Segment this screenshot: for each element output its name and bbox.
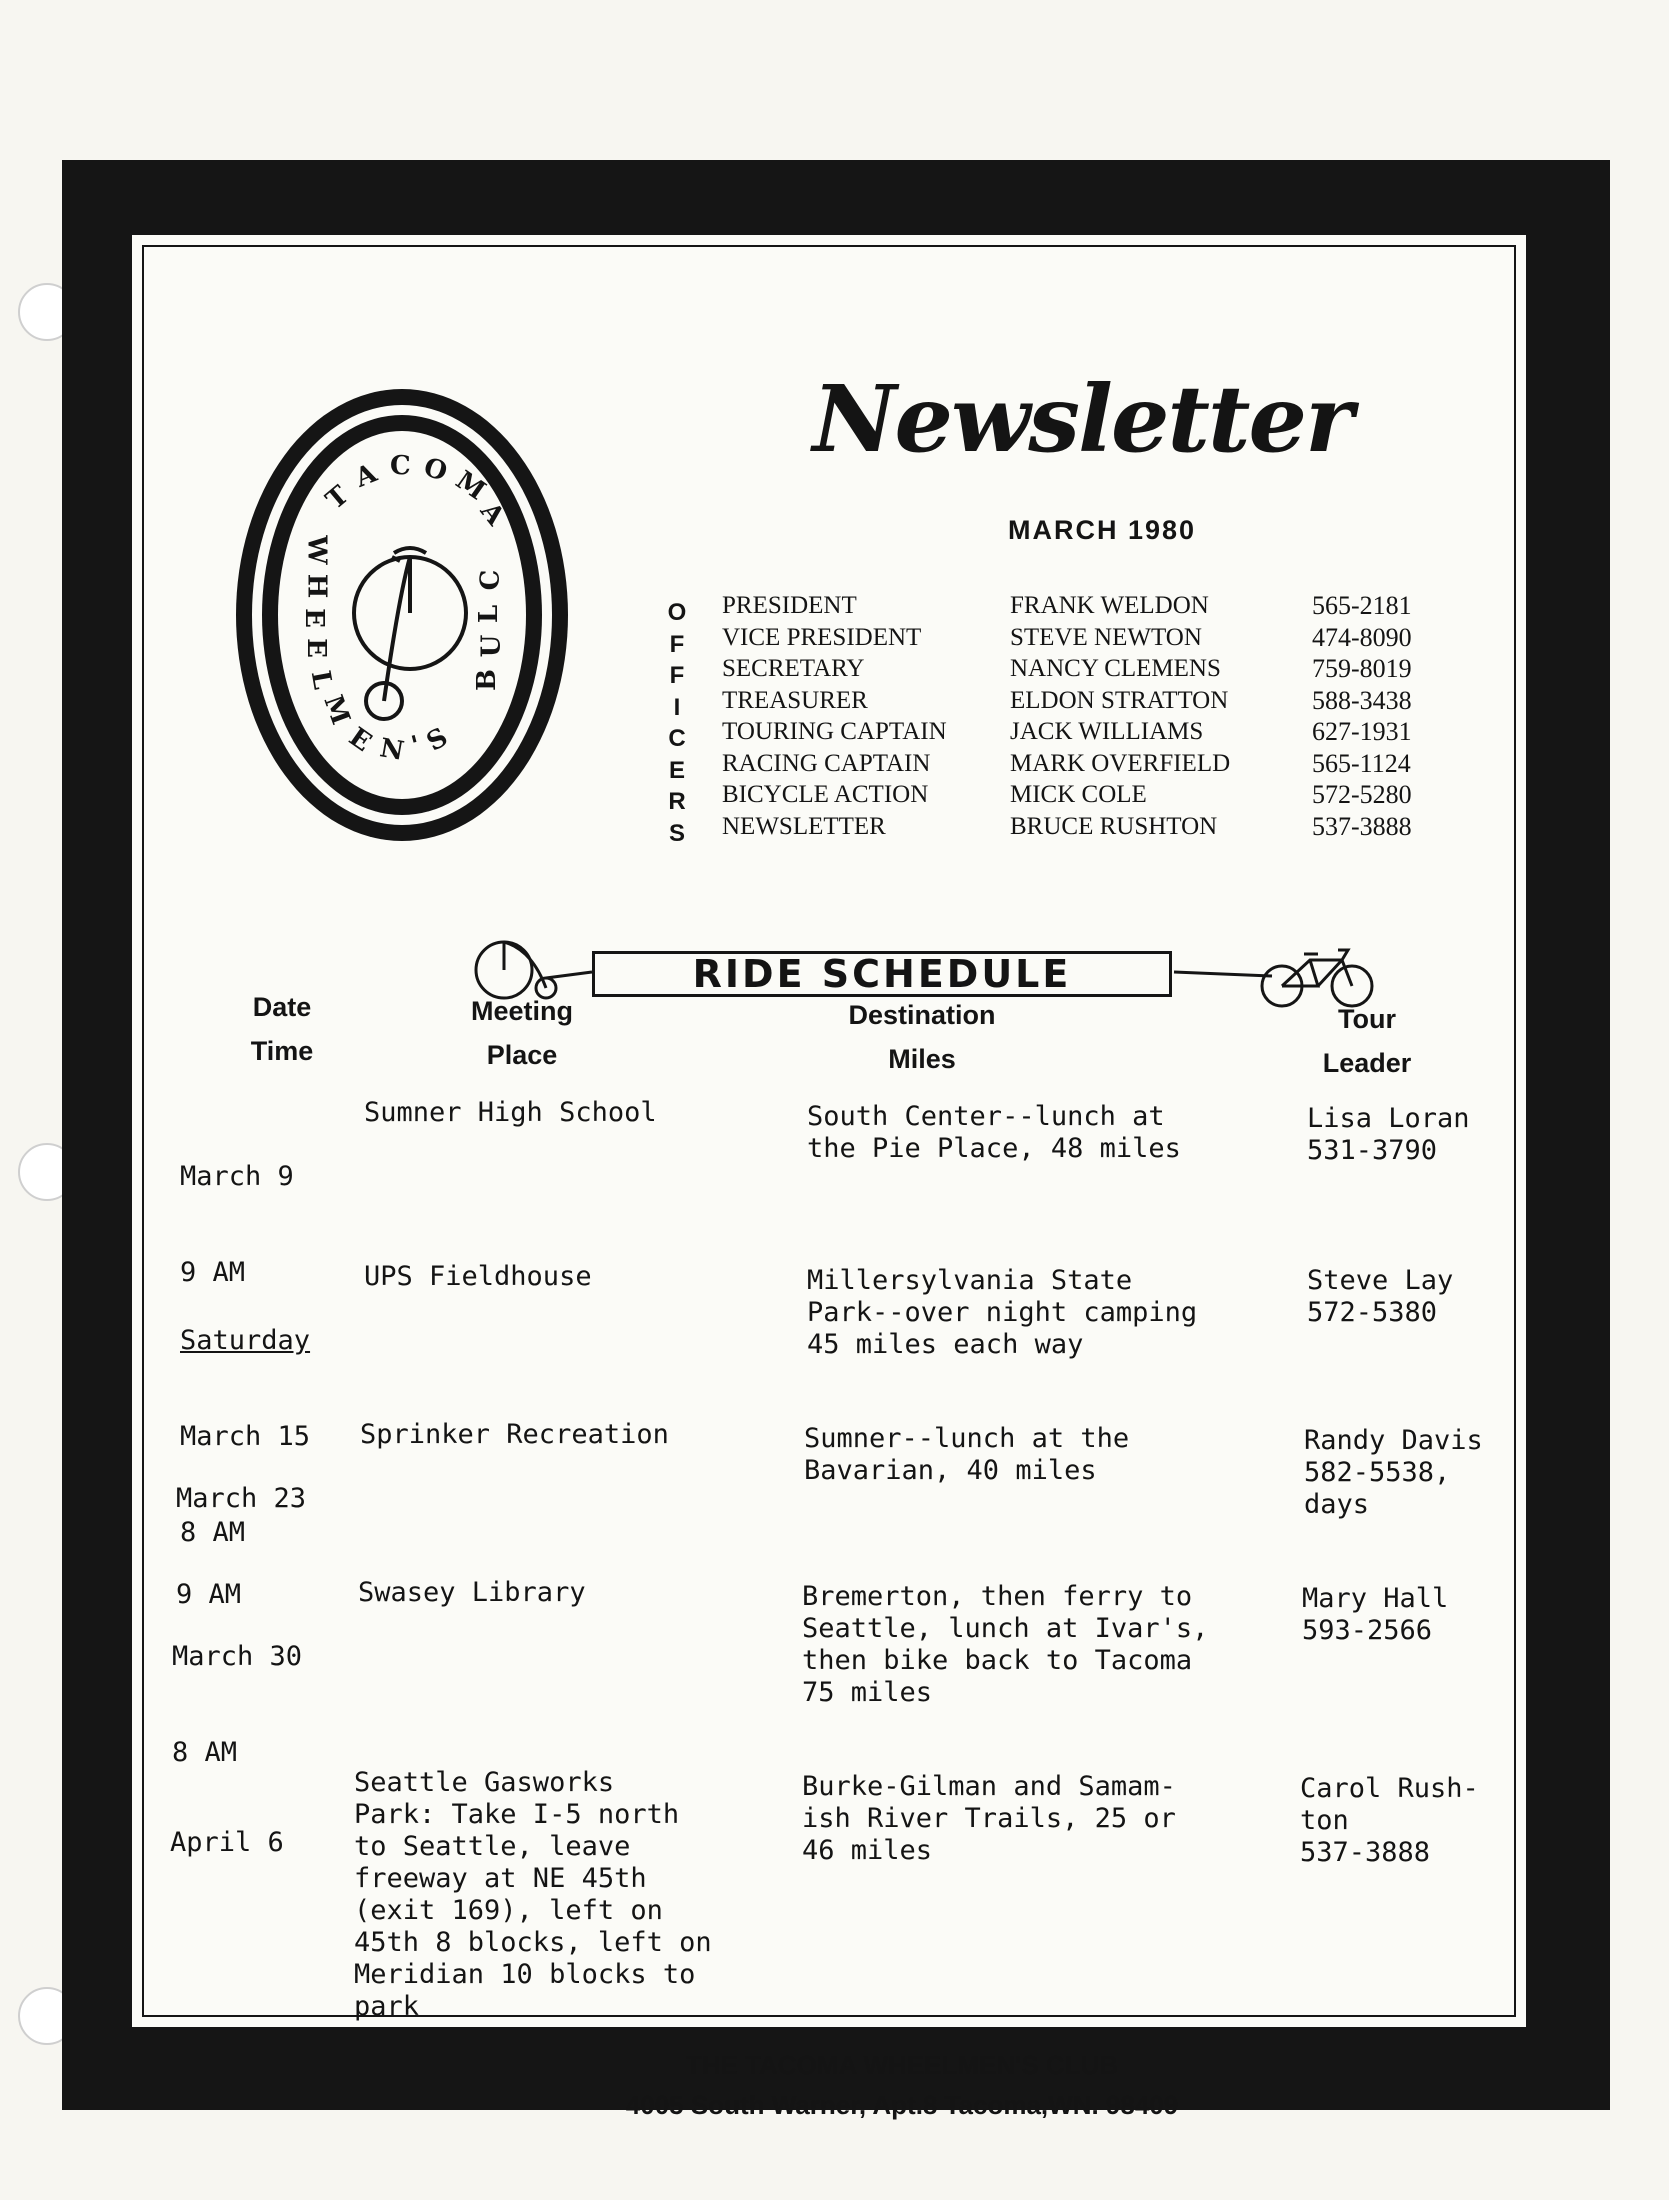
officer-name: ELDON STRATTON <box>1010 686 1229 714</box>
ride-date-line: April 6 <box>170 1827 284 1858</box>
club-logo <box>232 385 572 845</box>
officer-phone: 572-5280 <box>1312 780 1412 809</box>
column-header-line: Place <box>486 1040 558 1070</box>
ride-meeting-place: UPS Fieldhouse <box>364 1261 592 1292</box>
officers-letter: F <box>669 662 685 689</box>
officers-letter: I <box>673 693 681 721</box>
officers-letter: S <box>668 819 685 847</box>
ride-destination: Sumner--lunch at the Bavarian, 40 miles <box>804 1423 1130 1486</box>
officer-title: PRESIDENT <box>722 592 857 619</box>
officers-vertical-label <box>662 597 692 849</box>
newsletter-masthead: Newsletter <box>812 365 1352 473</box>
ride-date-time <box>170 1763 340 1923</box>
column-header-date-time <box>202 985 362 1073</box>
officers-letter: C <box>668 725 686 752</box>
ride-destination: Burke-Gilman and Samam- ish River Trails, 25 or 46 miles <box>802 1771 1176 1866</box>
ride-date-line: March 9 <box>180 1161 294 1192</box>
page-border-frame <box>62 160 1610 2120</box>
ride-date-line: 9 AM <box>176 1579 242 1610</box>
officer-title: VICE PRESIDENT <box>722 623 922 651</box>
ride-date-line: March 30 <box>172 1641 303 1672</box>
footer-club-name: THE TACOMA WHEELMEN'S CLUB <box>685 2050 1119 2080</box>
newsletter-panel <box>128 231 1530 2120</box>
officers-letter: O <box>667 599 687 626</box>
officer-title: RACING CAPTAIN <box>722 749 931 777</box>
officer-title: NEWSLETTER <box>722 812 886 840</box>
column-header-line: Time <box>250 1036 314 1066</box>
officer-name: FRANK WELDON <box>1010 592 1209 619</box>
ride-schedule-title: RIDE SCHEDULE <box>592 951 1172 997</box>
ride-destination: South Center--lunch at the Pie Place, 48 miles <box>807 1101 1181 1164</box>
issue-date: MARCH 1980 <box>1007 515 1197 545</box>
officer-phone: 588-3438 <box>1312 685 1412 715</box>
column-header-line: Destination <box>848 1000 996 1030</box>
ride-meeting-place: Seattle Gasworks Park: Take I-5 north to Seattle, leave freeway at NE 45th (exit 169), left on 45th 8 blocks, left on Meridian 10 blocks to park <box>354 1767 712 2022</box>
column-header-line: Miles <box>888 1044 956 1074</box>
ride-leader: Lisa Loran 531-3790 <box>1307 1103 1470 1166</box>
column-header-line: Meeting <box>470 996 573 1026</box>
officers-letter: F <box>669 630 685 658</box>
ride-date-line: March 15 <box>180 1421 311 1452</box>
officer-name: JACK WILLIAMS <box>1010 718 1204 745</box>
ride-destination: Bremerton, then ferry to Seattle, lunch at Ivar's, then bike back to Tacoma 75 miles <box>802 1581 1209 1708</box>
officer-name: MICK COLE <box>1010 781 1147 808</box>
officer-name: BRUCE RUSHTON <box>1010 812 1218 840</box>
ride-leader: Randy Davis 582-5538, days <box>1304 1425 1483 1520</box>
officers-letter: E <box>668 756 685 784</box>
ride-date-line: Saturday <box>180 1325 311 1356</box>
column-header-line: Date <box>252 992 312 1022</box>
officer-phone: 537-3888 <box>1312 811 1412 841</box>
officer-phone: 565-1124 <box>1312 748 1411 778</box>
column-header-meeting-place <box>422 989 622 1077</box>
ride-leader: Steve Lay 572-5380 <box>1307 1265 1454 1328</box>
officer-name: MARK OVERFIELD <box>1010 749 1231 777</box>
ride-meeting-place: Sumner High School <box>364 1097 657 1128</box>
officer-phone: 565-2181 <box>1312 591 1412 620</box>
ride-destination: Millersylvania State Park--over night camping 45 miles each way <box>807 1265 1198 1360</box>
officers-letter: R <box>668 788 686 815</box>
ride-meeting-place: Swasey Library <box>358 1577 586 1608</box>
officer-name: STEVE NEWTON <box>1010 623 1202 651</box>
officer-title: BICYCLE ACTION <box>722 781 929 808</box>
ride-date-line: 8 AM <box>172 1737 238 1768</box>
column-header-line: Tour <box>1338 1004 1396 1034</box>
officer-title: TOURING CAPTAIN <box>722 718 947 745</box>
ride-meeting-place: Sprinker Recreation <box>360 1419 669 1450</box>
officer-phone: 759-8019 <box>1312 654 1412 683</box>
ride-date-line: March 23 <box>176 1483 307 1514</box>
column-header-tour-leader <box>1282 997 1452 1085</box>
ride-date-line: 9 AM <box>180 1257 246 1288</box>
logo-letters: T A C O M A W H E E L M E N ' S C L U B <box>298 451 511 767</box>
column-header-destination-miles <box>812 993 1032 1081</box>
ride-date-line: 8 AM <box>180 1517 246 1548</box>
officer-title: SECRETARY <box>722 655 865 682</box>
officer-phone: 627-1931 <box>1312 717 1412 746</box>
ride-leader: Carol Rush- ton 537-3888 <box>1300 1773 1479 1868</box>
officer-title: TREASURER <box>722 686 868 714</box>
ride-leader: Mary Hall 593-2566 <box>1302 1583 1449 1646</box>
club-address-footer <box>482 2045 1322 2125</box>
officer-phone: 474-8090 <box>1312 622 1412 652</box>
column-header-line: Leader <box>1322 1048 1412 1078</box>
officer-name: NANCY CLEMENS <box>1010 655 1221 682</box>
footer-address: 4005 South Warner, Apt.8 Tacoma,WN. 98409 <box>625 2090 1179 2120</box>
